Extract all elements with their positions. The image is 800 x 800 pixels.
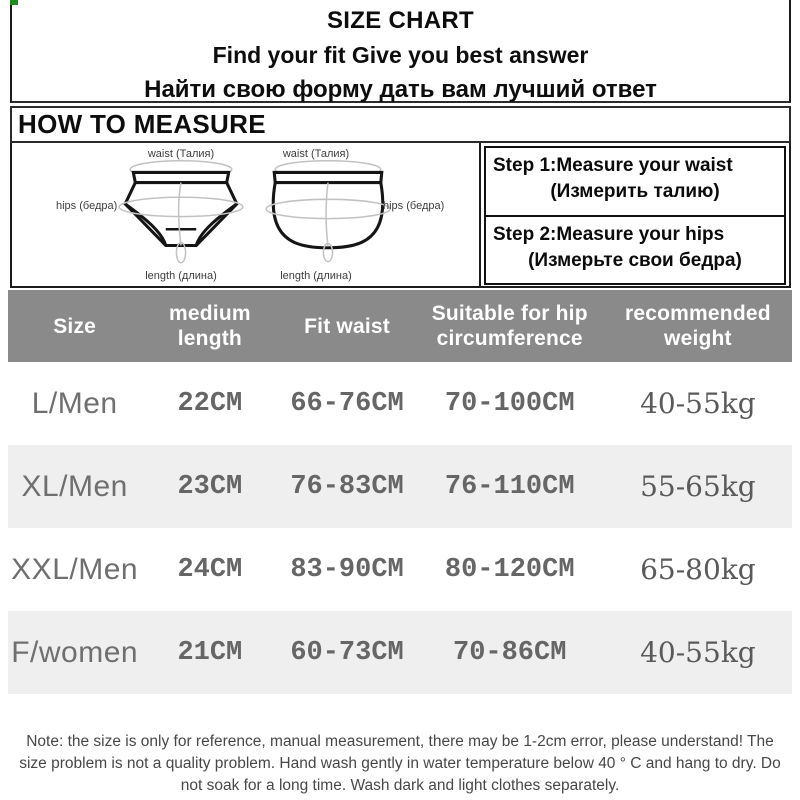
step-2-text-en: Step 2:Measure your hips: [493, 223, 725, 245]
step-1-text-ru: (Измерить талию): [550, 181, 720, 202]
waist-value: 83-90CM: [278, 528, 415, 611]
col-header-hip-circumference: Suitable for hip circumference: [416, 290, 604, 362]
table-row: [8, 445, 792, 528]
waist-value: 66-76CM: [278, 362, 415, 445]
size-value: L/Men: [8, 362, 141, 445]
size-value: XL/Men: [8, 445, 141, 528]
length-label-2: length (длина): [280, 270, 352, 282]
measure-steps-panel: [484, 146, 786, 285]
trunks-diagram: [260, 158, 397, 265]
length-value: 21CM: [141, 611, 278, 694]
weight-value: 40-55kg: [604, 362, 792, 445]
length-value: 23CM: [141, 445, 278, 528]
table-row: [8, 611, 792, 694]
hip-value: 70-100CM: [416, 362, 604, 445]
table-row: [8, 528, 792, 611]
weight-value: 40-55kg: [604, 611, 792, 694]
col-header-medium-length: medium length: [141, 290, 278, 362]
briefs-diagram: [113, 158, 250, 265]
step-1-text-en: Step 1:Measure your waist: [493, 155, 733, 176]
col-header-size: Size: [8, 290, 141, 362]
table-row: [8, 362, 792, 445]
hips-label-1: hips (бедра): [56, 200, 118, 212]
table-header-row: [8, 290, 792, 362]
footer-note: Note: the size is only for reference, manual measurement, there may be 1-2cm error, please understand! The size problem is not a quality problem. Hand wash gently in water temperature below 40 ° C and hang to dry. Do not soak for a long time. Wash dark and light clothes separately.: [19, 733, 781, 794]
step-2: [486, 217, 784, 284]
size-value: XXL/Men: [8, 528, 141, 611]
diagram-area: [12, 143, 481, 286]
how-to-measure-heading: HOW TO MEASURE: [10, 106, 791, 143]
subtitle-russian: Найти свою форму дать вам лучший ответ: [144, 76, 657, 103]
hip-value: 76-110CM: [416, 445, 604, 528]
size-value: F/women: [8, 611, 141, 694]
step-1: [486, 148, 784, 217]
waist-value: 60-73CM: [278, 611, 415, 694]
length-label-1: length (длина): [145, 270, 217, 282]
hip-value: 70-86CM: [416, 611, 604, 694]
step-2-text-ru: (Измерьте свои бедра): [528, 249, 742, 271]
col-header-fit-waist: Fit waist: [278, 290, 415, 362]
weight-value: 55-65kg: [604, 445, 792, 528]
weight-value: 65-80kg: [604, 528, 792, 611]
page-title: SIZE CHART: [327, 7, 474, 34]
waist-label-1: waist (Талия): [147, 148, 215, 160]
hips-label-2: hips (бедра): [383, 200, 445, 212]
hip-value: 80-120CM: [416, 528, 604, 611]
length-value: 24CM: [141, 528, 278, 611]
corner-flag-mark: [10, 0, 18, 5]
size-table: [8, 290, 792, 694]
measure-section: [10, 143, 791, 288]
waist-label-2: waist (Талия): [282, 148, 350, 160]
subtitle-english: Find your fit Give you best answer: [212, 42, 589, 68]
col-header-recommended-weight: recommended weight: [604, 290, 792, 362]
header-section: [10, 0, 791, 103]
waist-value: 76-83CM: [278, 445, 415, 528]
length-value: 22CM: [141, 362, 278, 445]
